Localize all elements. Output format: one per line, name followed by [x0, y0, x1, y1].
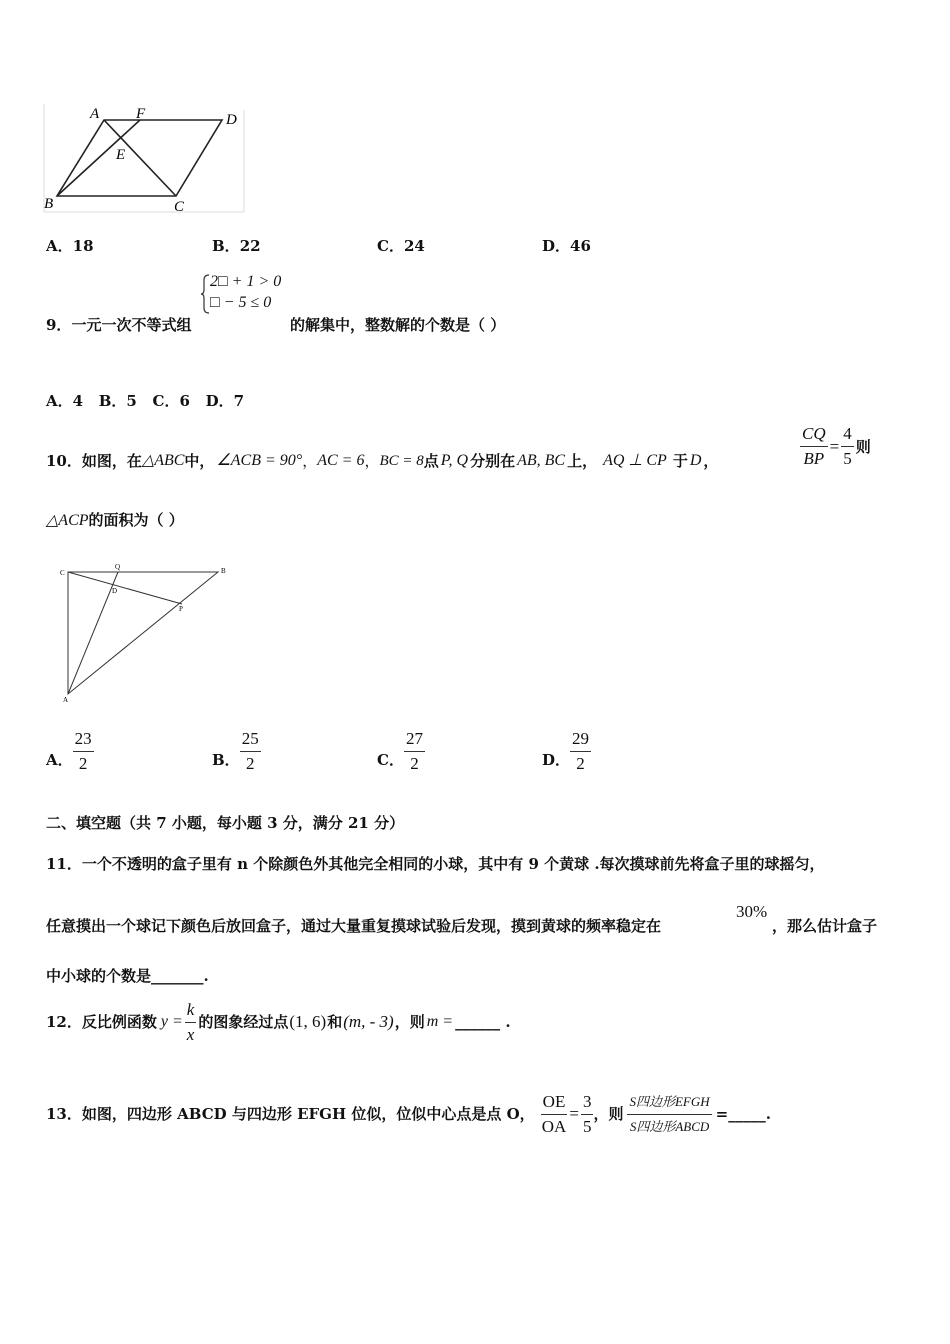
- frac-numerator: 25: [240, 729, 261, 752]
- brace-icon: [200, 274, 210, 314]
- q12-text: 和: [327, 1013, 343, 1031]
- option-fraction: [240, 729, 261, 774]
- option-value: 46: [570, 237, 591, 255]
- answer-blank[interactable]: =_____.: [715, 1105, 771, 1123]
- label-F: F: [136, 106, 146, 122]
- q9-inequality-system: [200, 272, 290, 316]
- q12-stem: [46, 999, 511, 1045]
- triangle-abc: △ABC: [141, 452, 185, 469]
- q13-number: 13．: [46, 1105, 82, 1123]
- frac-numerator: OE: [541, 1092, 568, 1115]
- q11-line-2-after: ，那么估计盒子: [772, 917, 878, 935]
- equals-sign: =: [829, 436, 840, 456]
- q10-stem: 10． 如图，在 △ABC 中， ∠ACB = 90° ， AC = 6 ， BC = 8 点 P, Q 分别在 AB, BC 上， AQ ⊥ CP 于 D ，: [46, 452, 719, 470]
- frac-numerator: k: [185, 1000, 197, 1023]
- option-label: D．: [542, 237, 571, 255]
- fraction-cq-bp: [800, 424, 828, 469]
- system-line-2: □ − 5 ≤ 0: [210, 294, 272, 311]
- q10-question: [46, 511, 184, 530]
- frac-numerator: 3: [581, 1092, 594, 1115]
- triangle-acp: △ACP: [46, 512, 89, 529]
- option-value: 18: [72, 237, 94, 255]
- option-label: A．: [46, 237, 73, 255]
- q8-option-c[interactable]: [377, 237, 425, 255]
- q10-option-b[interactable]: [212, 729, 261, 774]
- q10-text: 上，: [567, 452, 598, 470]
- frac-denominator: 2: [78, 754, 88, 773]
- option-value: 22: [239, 237, 261, 255]
- option-label: B．: [212, 751, 240, 769]
- fig-label-D: D: [112, 587, 118, 595]
- q12-text: ，则: [394, 1013, 425, 1031]
- frac-numerator: S四边形EFGH: [627, 1092, 711, 1115]
- q10-text: 于: [672, 452, 688, 470]
- q8-option-d[interactable]: [542, 237, 591, 255]
- frac-numerator: 29: [570, 729, 591, 752]
- label-A: A: [90, 106, 100, 122]
- angle-acb: ∠ACB = 90°: [216, 452, 303, 469]
- equals-sign: =: [569, 1104, 579, 1123]
- label-D: D: [226, 112, 237, 128]
- q9-number: 9．: [46, 316, 72, 334]
- fig-label-B: B: [221, 567, 226, 575]
- frac-denominator: 5: [843, 449, 852, 468]
- q10-option-d[interactable]: [542, 729, 591, 774]
- label-C: C: [174, 199, 185, 215]
- answer-blank[interactable]: ______ .: [455, 1013, 511, 1031]
- option-label: D．: [542, 751, 571, 769]
- q10-text: ，: [703, 452, 719, 470]
- q10-text: 点: [423, 452, 439, 470]
- label-B: B: [44, 196, 54, 212]
- frac-numerator: 27: [404, 729, 425, 752]
- q10-text: 的面积为（ ）: [88, 511, 184, 529]
- frac-denominator: 2: [576, 754, 585, 773]
- q12-number: 12．: [46, 1013, 82, 1031]
- q13-text: 如图，四边形 ABCD 与四边形 EFGH 位似，位似中心点是点 O，: [81, 1105, 535, 1123]
- q9-stem-before: [46, 316, 191, 334]
- fraction-k-x: [185, 1000, 197, 1045]
- frac-numerator: 23: [73, 729, 94, 752]
- q10-option-c[interactable]: [377, 729, 425, 774]
- point-d: D: [689, 452, 702, 469]
- function-y: y =: [160, 1013, 183, 1030]
- variable-m: m =: [426, 1013, 454, 1030]
- fig-label-A: A: [63, 696, 69, 704]
- q9-options[interactable]: A．4 B．5 C．6 D．7: [46, 392, 245, 410]
- frac-numerator: 4: [841, 424, 854, 447]
- option-label: C．: [377, 237, 404, 255]
- side-ac: AC = 6: [317, 452, 365, 469]
- fraction-3-5: [581, 1092, 594, 1137]
- section-heading: 二、填空题（共 7 小题，每小题 3 分，满分 21 分）: [46, 814, 405, 832]
- frac-denominator: 2: [245, 754, 255, 773]
- point-1-6: (1, 6): [289, 1012, 327, 1031]
- area-ratio-fraction: [627, 1092, 711, 1137]
- q10-number: 10．: [46, 452, 82, 470]
- option-label: C．: [377, 751, 404, 769]
- q12-text: 的图象经过点: [198, 1013, 289, 1031]
- q10-option-a[interactable]: [46, 729, 94, 774]
- frac-numerator: CQ: [800, 424, 828, 447]
- q10-text: 则: [855, 437, 871, 456]
- points-pq: P, Q: [440, 452, 469, 469]
- q13-stem: [46, 1088, 771, 1140]
- q11-line-3: 中小球的个数是_______.: [46, 967, 209, 985]
- frac-denominator: 2: [410, 754, 419, 773]
- segments-ab-bc: AB, BC: [517, 452, 566, 469]
- q13-text: ，则: [593, 1105, 624, 1123]
- option-fraction: [73, 729, 94, 774]
- q11-line-1: 11．一个不透明的盒子里有 n 个除颜色外其他完全相同的小球，其中有 9 个黄球 .每次摸球前先将盒子里的球摇匀，: [46, 855, 825, 873]
- fig-label-C: C: [60, 569, 65, 577]
- perpendicular-relation: AQ ⊥ CP: [603, 452, 667, 469]
- frac-denominator: 5: [582, 1116, 592, 1136]
- fraction-oe-oa: [541, 1092, 568, 1137]
- triangle-figure: [56, 562, 236, 707]
- fig-label-Q: Q: [115, 563, 121, 571]
- point-m-neg3: (m, - 3): [343, 1012, 394, 1031]
- system-line-1: 2□ + 1 > 0: [210, 273, 282, 290]
- option-label: B．: [212, 237, 240, 255]
- q10-ratio: [800, 424, 871, 469]
- label-E: E: [116, 147, 126, 163]
- frac-denominator: BP: [803, 449, 825, 468]
- q10-text: 如图，在: [81, 452, 142, 470]
- q9-stem-after: 的解集中，整数解的个数是（ ）: [290, 316, 506, 334]
- q9-text: 一元一次不等式组: [71, 316, 192, 334]
- q12-text: 反比例函数: [81, 1013, 157, 1031]
- option-fraction: [570, 729, 591, 774]
- q8-option-b[interactable]: [212, 237, 261, 255]
- parallelogram-figure: [40, 100, 252, 218]
- option-fraction: [404, 729, 425, 774]
- q11-percent: 30%: [736, 902, 768, 921]
- q10-text: 中，: [184, 452, 215, 470]
- frac-denominator: OA: [541, 1116, 567, 1136]
- q11-line-2-before: 任意摸出一个球记下颜色后放回盒子，通过大量重复摸球试验后发现，摸到黄球的频率稳定在: [46, 917, 662, 935]
- q10-text: 分别在: [470, 452, 516, 470]
- side-bc: BC = 8: [379, 453, 424, 469]
- fig-label-P: P: [179, 605, 183, 613]
- fraction-4-5: [841, 424, 854, 469]
- option-label: A．: [46, 751, 73, 769]
- frac-denominator: S四边形ABCD: [629, 1118, 710, 1134]
- q8-option-a[interactable]: [46, 237, 94, 255]
- frac-denominator: x: [186, 1024, 195, 1044]
- option-value: 24: [403, 237, 425, 255]
